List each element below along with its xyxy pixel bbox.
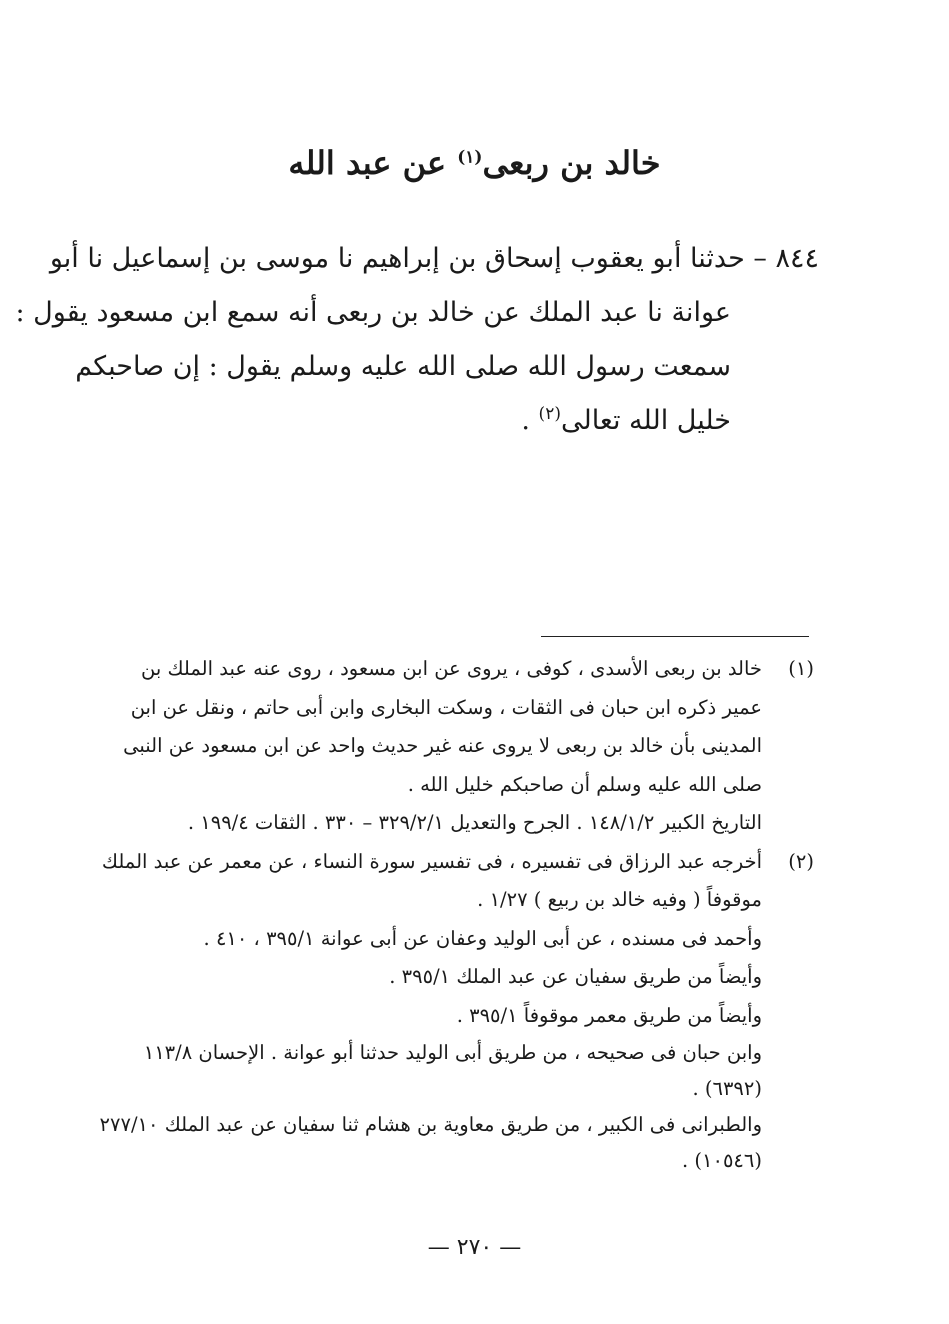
footnote-number: (٢) bbox=[788, 849, 814, 873]
footnote-text: صلى الله عليه وسلم أن صاحبكم خليل الله . bbox=[407, 772, 762, 796]
footnote-line bbox=[124, 958, 814, 997]
hadith-line bbox=[49, 232, 819, 286]
footnote-line bbox=[99, 1107, 814, 1143]
footnote-line bbox=[124, 997, 814, 1036]
hadith-line-text: حدثنا أبو يعقوب إسحاق بن إبراهيم نا موسى بن إسماعيل نا أبو bbox=[49, 243, 745, 274]
hadith-line-text: عوانة نا عبد الملك عن خالد بن ربعى أنه سمع ابن مسعود يقول : bbox=[15, 297, 731, 328]
footnote-line bbox=[124, 1035, 814, 1071]
footnote-line bbox=[124, 727, 814, 766]
footnote-text: وأحمد فى مسنده ، عن أبى الوليد وعفان عن أبى عوانة ٣٩٥/١ ، ٤١٠ . bbox=[203, 926, 762, 950]
hadith-number: ٨٤٤ – bbox=[753, 243, 819, 274]
hadith-text bbox=[15, 232, 819, 448]
footnote-text: (١٠٥٤٦) . bbox=[682, 1149, 762, 1172]
footnote-line bbox=[124, 920, 814, 959]
footnote-text: خالد بن ربعى الأسدى ، كوفى ، يروى عن ابن مسعود ، روى عنه عبد الملك بن bbox=[141, 657, 762, 680]
footnote-number: (١) bbox=[788, 657, 814, 680]
footnote-text: وأيضاً من طريق سفيان عن عبد الملك ٣٩٥/١ . bbox=[389, 965, 762, 988]
footnote-line bbox=[124, 650, 814, 689]
footnote-line bbox=[124, 766, 814, 805]
footnotes bbox=[99, 650, 814, 1179]
footnote-text: أخرجه عبد الرزاق فى تفسيره ، فى تفسير سورة النساء ، عن معمر عن عبد الملك bbox=[101, 849, 762, 873]
footnote-text: موقوفاً ( وفيه خالد بن ربيع ) ١/٢٧ . bbox=[477, 888, 762, 911]
footnote-text: وأيضاً من طريق معمر موقوفاً ٣٩٥/١ . bbox=[456, 1003, 762, 1027]
title-rest: عن عبد الله bbox=[288, 144, 447, 182]
hadith-line-text: خليل الله تعالى bbox=[560, 405, 731, 436]
footnote-text: والطبرانى فى الكبير ، من طريق معاوية بن هشام ثنا سفيان عن عبد الملك ٢٧٧/١٠ bbox=[99, 1113, 762, 1136]
hadith-line-text: سمعت رسول الله صلى الله عليه وسلم يقول : إن صاحبكم bbox=[75, 351, 731, 382]
hadith-end: . bbox=[521, 405, 539, 436]
title-text: خالد بن ربعى bbox=[482, 144, 661, 182]
footnote-text: (٦٣٩٢) . bbox=[692, 1077, 762, 1100]
footnote-divider bbox=[541, 636, 809, 637]
footnote-text: وابن حبان فى صحيحه ، من طريق أبى الوليد حدثنا أبو عوانة . الإحسان ١١٣/٨ bbox=[143, 1041, 762, 1064]
page-number: — ٢٧٠ — bbox=[427, 1235, 522, 1260]
footnote-line bbox=[124, 689, 814, 728]
footnote-marker: (١) bbox=[457, 147, 483, 168]
footnote-line bbox=[124, 881, 814, 920]
hadith-line bbox=[119, 394, 819, 448]
footnote-line bbox=[124, 804, 814, 843]
footnote-text: المدينى بأن خالد بن ربعى لا يروى عنه غير حديث واحد عن ابن مسعود عن النبى bbox=[123, 734, 762, 757]
footnote-marker: (٢) bbox=[538, 404, 561, 424]
hadith-line bbox=[75, 340, 819, 394]
footnote-line bbox=[124, 1071, 814, 1107]
footnote-reference: التاريخ الكبير ١٤٨/١/٢ . الجرح والتعديل ٣٢٩/٢/١ – ٣٣٠ . الثقات ١٩٩/٤ . bbox=[187, 811, 762, 834]
footnote-text: عمير ذكره ابن حبان فى الثقات ، وسكت البخارى وابن أبى حاتم ، ونقل عن ابن bbox=[130, 695, 762, 719]
page-title bbox=[0, 138, 949, 188]
footnote-line bbox=[124, 1143, 814, 1179]
footnote-line bbox=[101, 843, 814, 882]
hadith-line bbox=[15, 286, 819, 340]
